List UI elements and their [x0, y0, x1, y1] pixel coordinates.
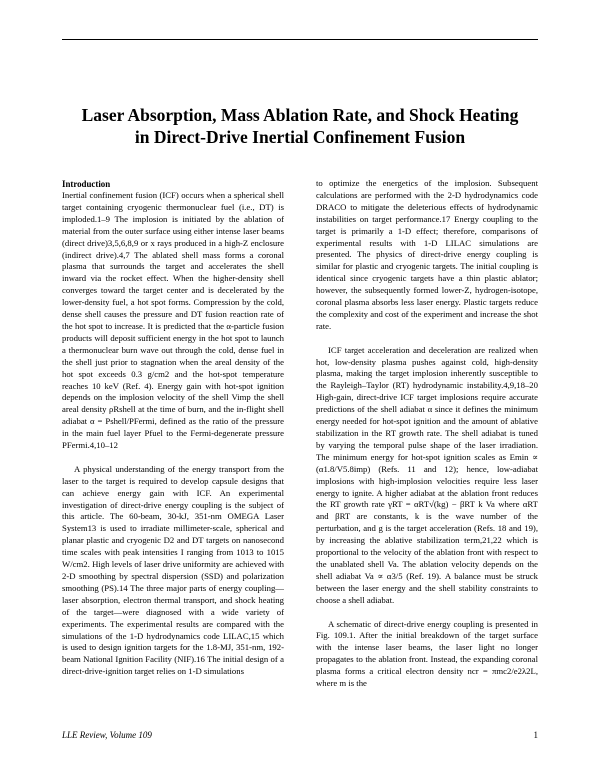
section-heading-introduction: Introduction: [62, 179, 111, 189]
article-title: [62, 104, 538, 148]
page-number: 1: [533, 730, 538, 740]
title-line-2: in Direct-Drive Inertial Confinement Fusion: [134, 127, 466, 147]
left-column: [62, 178, 284, 678]
title-line-1: Laser Absorption, Mass Ablation Rate, and Shock Heating: [81, 105, 519, 125]
paragraph-4: ICF target acceleration and deceleration are realized when hot, low-density plasma pushes against cold, high-density plasma, making the target implosion inherently susceptible to the Rayleigh–Taylor (RT) hydrodynamic instability.4,9,18–20 High-gain, direct-drive ICF target implosions require accurate predictions of the shell adiabat α since it defines the minimum energy needed for hot-spot ignition and the amount of ablative stabilization in the RT growth rate. The shell adiabat is tuned by varying the temporal pulse shape of the laser irradiation. The minimum energy for hot-spot ignition scales as Emin ∝ (α1.8/V5.8imp) (Refs. 11 and 12); hence, low-adiabat implosions with high-implosion velocities require less laser energy to ignite. A higher adiabat at the ablation front reduces the RT growth rate γRT = αRT√(kg) − βRT k Va where αRT and βRT are constants, k is the wave number of the perturbation, and g is the target acceleration (Refs. 18 and 19), by increasing the ablative stabilization term,21,22 which is proportional to the velocity of the ablation front with respect to the unablated shell Va. The ablation velocity depends on the shell adiabat Va ∝ α3/5 (Ref. 19). A balance must be struck between the laser energy and the shell stability constraints to choose a shell adiabat.: [316, 344, 538, 605]
paragraph-2: A physical understanding of the energy transport from the laser to the target is required to develop capsule designs that can achieve energy gain with ICF. An experimental investigation of direct-drive energy coupling is the subject of this article. The 60-beam, 30-kJ, 351-nm OMEGA Laser System13 is used to irradiate millimeter-scale, spherical and planar plastic and cryogenic D2 and DT targets on nanosecond time scales with peak intensities I ranging from 1013 to 1015 W/cm2. High levels of laser drive uniformity are achieved with 2-D smoothing by spectral dispersion (SSD) and polarization smoothing (PS).14 The three major parts of energy coupling—laser absorption, electron thermal transport, and shock heating of the target—were diagnosed with a wide variety of experiments. The experimental results are compared with the simulations of the 1-D hydrodynamics code LILAC,15 which is used to design ignition targets for the 1.8-MJ, 351-nm, 192-beam National Ignition Facility (NIF).16 The initial design of a direct-drive-ignition target relies on 1-D simulations: [62, 463, 284, 677]
paragraph-5: A schematic of direct-drive energy coupling is presented in Fig. 109.1. After the initial breakdown of the target surface with the intense laser beams, the laser light no longer propagates to the ablation front. Instead, the expanding coronal plasma forms a critical electron density ncr = πmc2/e2λ2L, where m is the: [316, 618, 538, 689]
paragraph-1: Inertial confinement fusion (ICF) occurs when a spherical shell target containing cryogenic thermonuclear fuel (i.e., DT) is imploded.1–9 The implosion is initiated by the ablation of material from the outer surface using either intense laser beams (direct drive)3,5,6,8,9 or x rays produced in a high-Z enclosure (indirect drive).4,7 The ablated shell mass forms a coronal plasma that surrounds the target and accelerates the shell inward via the rocket effect. When the higher-density shell converges toward the target center and is decelerated by the lower-density fuel, a hot spot forms. Compression by the cold, dense shell causes the pressure and DT fusion reaction rate of the hot spot to increase. It is predicted that the α-particle fusion products will deposit sufficient energy in the hot spot to launch a thermonuclear burn wave out through the cold, dense fuel in the shell just prior to stagnation when the areal density of the hot spot exceeds 0.3 g/cm2 and the hot-spot temperature reaches 10 keV (Ref. 4). Energy gain with hot-spot ignition depends on the implosion velocity of the shell Vimp the shell areal density ρRshell at the time of burn, and the in-flight shell adiabat α = Pshell/PFermi, defined as the ratio of the pressure in the main fuel layer Pfuel to the Fermi-degenerate pressure PFermi.4,10–12: [62, 190, 284, 451]
top-rule: [62, 39, 538, 40]
footer-journal: LLE Review, Volume 109: [62, 730, 152, 740]
paragraph-3: to optimize the energetics of the implosion. Subsequent calculations are performed with the 2-D hydrodynamics code DRACO to mitigate the deleterious effects of hydrodynamic instabilities on target performance.17 Energy coupling to the target is primarily a 1-D effect; therefore, comparisons of experimental results with 1-D LILAC simulations are presented. The physics of direct-drive energy coupling is similar for plastic and cryogenic targets. The initial coupling is identical since cryogenic targets have a thin plastic ablator; however, the subsequently formed lower-Z, hydrogen-isotope, coronal plasma absorbs less laser energy. Plastic targets reduce the complexity and cost of the experiment and increase the shot rate.: [316, 178, 538, 331]
right-column: [316, 178, 538, 690]
